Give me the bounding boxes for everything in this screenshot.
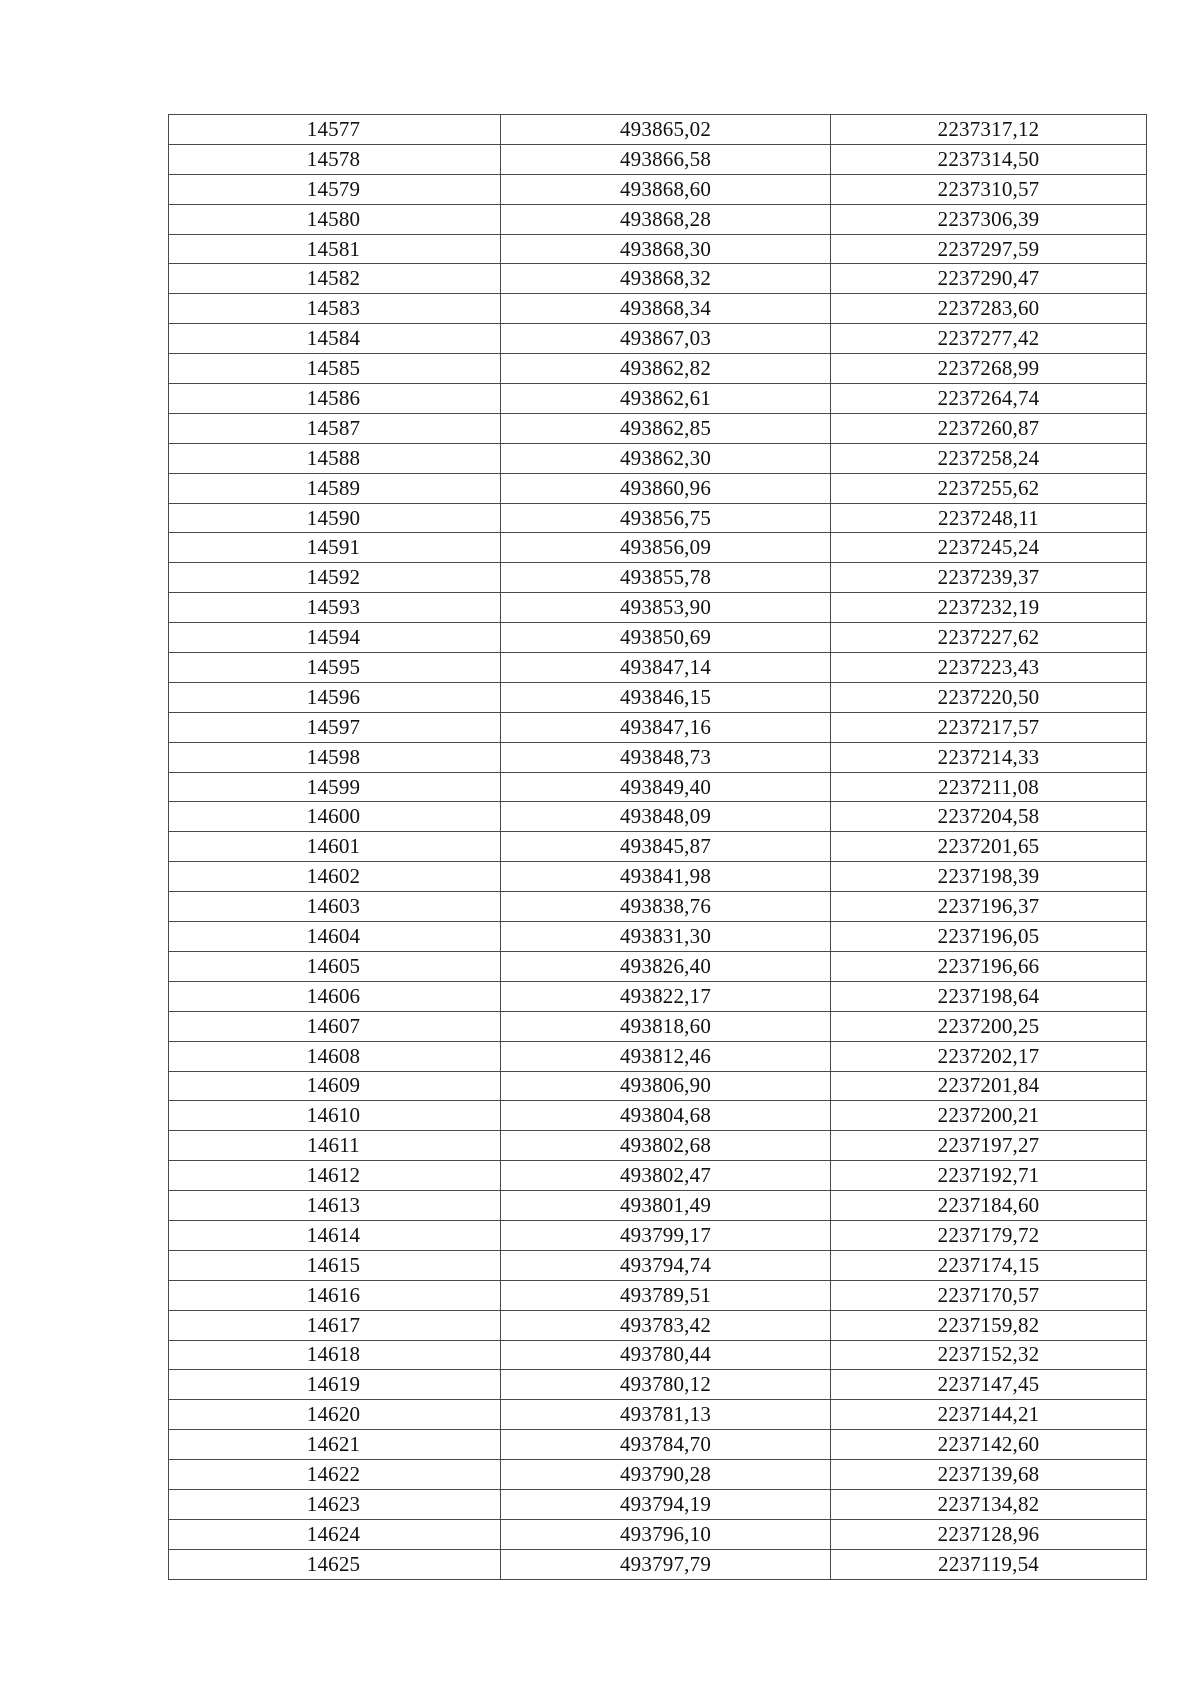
x-coordinate-cell: 493868,34 — [501, 294, 831, 324]
point-number-cell: 14613 — [169, 1191, 501, 1221]
point-number-cell: 14603 — [169, 892, 501, 922]
table-row — [169, 1400, 1147, 1430]
y-coordinate-cell: 2237239,37 — [831, 563, 1147, 593]
table-row — [169, 682, 1147, 712]
y-coordinate-cell: 2237317,12 — [831, 115, 1147, 145]
table-row — [169, 1220, 1147, 1250]
x-coordinate-cell: 493831,30 — [501, 922, 831, 952]
table-row — [169, 892, 1147, 922]
table-row — [169, 1250, 1147, 1280]
table-row — [169, 1011, 1147, 1041]
y-coordinate-cell: 2237290,47 — [831, 264, 1147, 294]
x-coordinate-cell: 493868,60 — [501, 174, 831, 204]
point-number-cell: 14604 — [169, 922, 501, 952]
table-row — [169, 413, 1147, 443]
y-coordinate-cell: 2237196,37 — [831, 892, 1147, 922]
table-row — [169, 234, 1147, 264]
table-row — [169, 712, 1147, 742]
y-coordinate-cell: 2237306,39 — [831, 204, 1147, 234]
point-number-cell: 14583 — [169, 294, 501, 324]
point-number-cell: 14580 — [169, 204, 501, 234]
y-coordinate-cell: 2237260,87 — [831, 413, 1147, 443]
table-row — [169, 115, 1147, 145]
point-number-cell: 14617 — [169, 1310, 501, 1340]
x-coordinate-cell: 493794,19 — [501, 1489, 831, 1519]
y-coordinate-cell: 2237227,62 — [831, 623, 1147, 653]
point-number-cell: 14579 — [169, 174, 501, 204]
y-coordinate-cell: 2237211,08 — [831, 772, 1147, 802]
table-row — [169, 1519, 1147, 1549]
table-row — [169, 1430, 1147, 1460]
y-coordinate-cell: 2237201,65 — [831, 832, 1147, 862]
table-row — [169, 1101, 1147, 1131]
x-coordinate-cell: 493780,44 — [501, 1340, 831, 1370]
x-coordinate-cell: 493838,76 — [501, 892, 831, 922]
y-coordinate-cell: 2237134,82 — [831, 1489, 1147, 1519]
table-row — [169, 384, 1147, 414]
x-coordinate-cell: 493867,03 — [501, 324, 831, 354]
y-coordinate-cell: 2237184,60 — [831, 1191, 1147, 1221]
point-number-cell: 14618 — [169, 1340, 501, 1370]
point-number-cell: 14594 — [169, 623, 501, 653]
table-row — [169, 1131, 1147, 1161]
table-row — [169, 264, 1147, 294]
x-coordinate-cell: 493855,78 — [501, 563, 831, 593]
x-coordinate-cell: 493866,58 — [501, 144, 831, 174]
y-coordinate-cell: 2237268,99 — [831, 354, 1147, 384]
x-coordinate-cell: 493856,75 — [501, 503, 831, 533]
x-coordinate-cell: 493794,74 — [501, 1250, 831, 1280]
table-row — [169, 144, 1147, 174]
y-coordinate-cell: 2237196,05 — [831, 922, 1147, 952]
table-row — [169, 1549, 1147, 1579]
y-coordinate-cell: 2237232,19 — [831, 593, 1147, 623]
point-number-cell: 14625 — [169, 1549, 501, 1579]
point-number-cell: 14598 — [169, 742, 501, 772]
y-coordinate-cell: 2237197,27 — [831, 1131, 1147, 1161]
y-coordinate-cell: 2237196,66 — [831, 951, 1147, 981]
table-row — [169, 473, 1147, 503]
table-row — [169, 832, 1147, 862]
x-coordinate-cell: 493806,90 — [501, 1071, 831, 1101]
x-coordinate-cell: 493847,16 — [501, 712, 831, 742]
point-number-cell: 14624 — [169, 1519, 501, 1549]
table-row — [169, 1041, 1147, 1071]
point-number-cell: 14584 — [169, 324, 501, 354]
point-number-cell: 14619 — [169, 1370, 501, 1400]
x-coordinate-cell: 493826,40 — [501, 951, 831, 981]
point-number-cell: 14612 — [169, 1161, 501, 1191]
table-row — [169, 593, 1147, 623]
x-coordinate-cell: 493818,60 — [501, 1011, 831, 1041]
point-number-cell: 14608 — [169, 1041, 501, 1071]
y-coordinate-cell: 2237283,60 — [831, 294, 1147, 324]
table-row — [169, 354, 1147, 384]
x-coordinate-cell: 493790,28 — [501, 1460, 831, 1490]
y-coordinate-cell: 2237277,42 — [831, 324, 1147, 354]
point-number-cell: 14597 — [169, 712, 501, 742]
y-coordinate-cell: 2237139,68 — [831, 1460, 1147, 1490]
x-coordinate-cell: 493796,10 — [501, 1519, 831, 1549]
y-coordinate-cell: 2237152,32 — [831, 1340, 1147, 1370]
y-coordinate-cell: 2237264,74 — [831, 384, 1147, 414]
x-coordinate-cell: 493812,46 — [501, 1041, 831, 1071]
y-coordinate-cell: 2237202,17 — [831, 1041, 1147, 1071]
point-number-cell: 14582 — [169, 264, 501, 294]
table-row — [169, 802, 1147, 832]
table-row — [169, 1310, 1147, 1340]
y-coordinate-cell: 2237198,64 — [831, 981, 1147, 1011]
table-row — [169, 324, 1147, 354]
y-coordinate-cell: 2237248,11 — [831, 503, 1147, 533]
x-coordinate-cell: 493849,40 — [501, 772, 831, 802]
x-coordinate-cell: 493865,02 — [501, 115, 831, 145]
y-coordinate-cell: 2237200,25 — [831, 1011, 1147, 1041]
table-row — [169, 922, 1147, 952]
coordinates-table-body — [169, 115, 1147, 1580]
table-row — [169, 503, 1147, 533]
y-coordinate-cell: 2237214,33 — [831, 742, 1147, 772]
x-coordinate-cell: 493799,17 — [501, 1220, 831, 1250]
x-coordinate-cell: 493856,09 — [501, 533, 831, 563]
x-coordinate-cell: 493846,15 — [501, 682, 831, 712]
x-coordinate-cell: 493868,32 — [501, 264, 831, 294]
x-coordinate-cell: 493804,68 — [501, 1101, 831, 1131]
y-coordinate-cell: 2237174,15 — [831, 1250, 1147, 1280]
y-coordinate-cell: 2237200,21 — [831, 1101, 1147, 1131]
y-coordinate-cell: 2237128,96 — [831, 1519, 1147, 1549]
point-number-cell: 14614 — [169, 1220, 501, 1250]
point-number-cell: 14581 — [169, 234, 501, 264]
point-number-cell: 14622 — [169, 1460, 501, 1490]
y-coordinate-cell: 2237170,57 — [831, 1280, 1147, 1310]
x-coordinate-cell: 493801,49 — [501, 1191, 831, 1221]
y-coordinate-cell: 2237192,71 — [831, 1161, 1147, 1191]
table-row — [169, 1370, 1147, 1400]
point-number-cell: 14592 — [169, 563, 501, 593]
point-number-cell: 14607 — [169, 1011, 501, 1041]
table-row — [169, 294, 1147, 324]
x-coordinate-cell: 493802,68 — [501, 1131, 831, 1161]
point-number-cell: 14596 — [169, 682, 501, 712]
point-number-cell: 14611 — [169, 1131, 501, 1161]
x-coordinate-cell: 493845,87 — [501, 832, 831, 862]
x-coordinate-cell: 493862,82 — [501, 354, 831, 384]
table-row — [169, 443, 1147, 473]
point-number-cell: 14602 — [169, 862, 501, 892]
x-coordinate-cell: 493868,28 — [501, 204, 831, 234]
y-coordinate-cell: 2237201,84 — [831, 1071, 1147, 1101]
table-row — [169, 1460, 1147, 1490]
y-coordinate-cell: 2237198,39 — [831, 862, 1147, 892]
table-row — [169, 981, 1147, 1011]
x-coordinate-cell: 493850,69 — [501, 623, 831, 653]
x-coordinate-cell: 493781,13 — [501, 1400, 831, 1430]
table-row — [169, 1340, 1147, 1370]
table-row — [169, 951, 1147, 981]
y-coordinate-cell: 2237314,50 — [831, 144, 1147, 174]
point-number-cell: 14578 — [169, 144, 501, 174]
point-number-cell: 14587 — [169, 413, 501, 443]
point-number-cell: 14589 — [169, 473, 501, 503]
coordinates-table — [168, 114, 1147, 1580]
x-coordinate-cell: 493860,96 — [501, 473, 831, 503]
table-row — [169, 1071, 1147, 1101]
point-number-cell: 14623 — [169, 1489, 501, 1519]
x-coordinate-cell: 493822,17 — [501, 981, 831, 1011]
table-row — [169, 772, 1147, 802]
y-coordinate-cell: 2237255,62 — [831, 473, 1147, 503]
table-row — [169, 1191, 1147, 1221]
table-row — [169, 174, 1147, 204]
point-number-cell: 14600 — [169, 802, 501, 832]
point-number-cell: 14591 — [169, 533, 501, 563]
x-coordinate-cell: 493848,09 — [501, 802, 831, 832]
table-row — [169, 653, 1147, 683]
table-row — [169, 623, 1147, 653]
x-coordinate-cell: 493841,98 — [501, 862, 831, 892]
point-number-cell: 14595 — [169, 653, 501, 683]
point-number-cell: 14585 — [169, 354, 501, 384]
x-coordinate-cell: 493789,51 — [501, 1280, 831, 1310]
point-number-cell: 14610 — [169, 1101, 501, 1131]
point-number-cell: 14577 — [169, 115, 501, 145]
x-coordinate-cell: 493847,14 — [501, 653, 831, 683]
table-row — [169, 533, 1147, 563]
table-row — [169, 563, 1147, 593]
x-coordinate-cell: 493862,61 — [501, 384, 831, 414]
point-number-cell: 14620 — [169, 1400, 501, 1430]
point-number-cell: 14588 — [169, 443, 501, 473]
point-number-cell: 14615 — [169, 1250, 501, 1280]
y-coordinate-cell: 2237204,58 — [831, 802, 1147, 832]
point-number-cell: 14599 — [169, 772, 501, 802]
table-row — [169, 1280, 1147, 1310]
point-number-cell: 14606 — [169, 981, 501, 1011]
y-coordinate-cell: 2237217,57 — [831, 712, 1147, 742]
table-row — [169, 862, 1147, 892]
x-coordinate-cell: 493862,85 — [501, 413, 831, 443]
x-coordinate-cell: 493848,73 — [501, 742, 831, 772]
y-coordinate-cell: 2237159,82 — [831, 1310, 1147, 1340]
y-coordinate-cell: 2237245,24 — [831, 533, 1147, 563]
table-row — [169, 204, 1147, 234]
x-coordinate-cell: 493802,47 — [501, 1161, 831, 1191]
table-row — [169, 1489, 1147, 1519]
point-number-cell: 14609 — [169, 1071, 501, 1101]
x-coordinate-cell: 493784,70 — [501, 1430, 831, 1460]
point-number-cell: 14586 — [169, 384, 501, 414]
y-coordinate-cell: 2237119,54 — [831, 1549, 1147, 1579]
x-coordinate-cell: 493862,30 — [501, 443, 831, 473]
x-coordinate-cell: 493853,90 — [501, 593, 831, 623]
point-number-cell: 14605 — [169, 951, 501, 981]
y-coordinate-cell: 2237179,72 — [831, 1220, 1147, 1250]
x-coordinate-cell: 493783,42 — [501, 1310, 831, 1340]
y-coordinate-cell: 2237310,57 — [831, 174, 1147, 204]
table-row — [169, 742, 1147, 772]
y-coordinate-cell: 2237144,21 — [831, 1400, 1147, 1430]
y-coordinate-cell: 2237297,59 — [831, 234, 1147, 264]
y-coordinate-cell: 2237220,50 — [831, 682, 1147, 712]
y-coordinate-cell: 2237147,45 — [831, 1370, 1147, 1400]
point-number-cell: 14621 — [169, 1430, 501, 1460]
point-number-cell: 14601 — [169, 832, 501, 862]
x-coordinate-cell: 493797,79 — [501, 1549, 831, 1579]
table-row — [169, 1161, 1147, 1191]
point-number-cell: 14590 — [169, 503, 501, 533]
point-number-cell: 14593 — [169, 593, 501, 623]
x-coordinate-cell: 493868,30 — [501, 234, 831, 264]
y-coordinate-cell: 2237223,43 — [831, 653, 1147, 683]
y-coordinate-cell: 2237142,60 — [831, 1430, 1147, 1460]
x-coordinate-cell: 493780,12 — [501, 1370, 831, 1400]
point-number-cell: 14616 — [169, 1280, 501, 1310]
y-coordinate-cell: 2237258,24 — [831, 443, 1147, 473]
